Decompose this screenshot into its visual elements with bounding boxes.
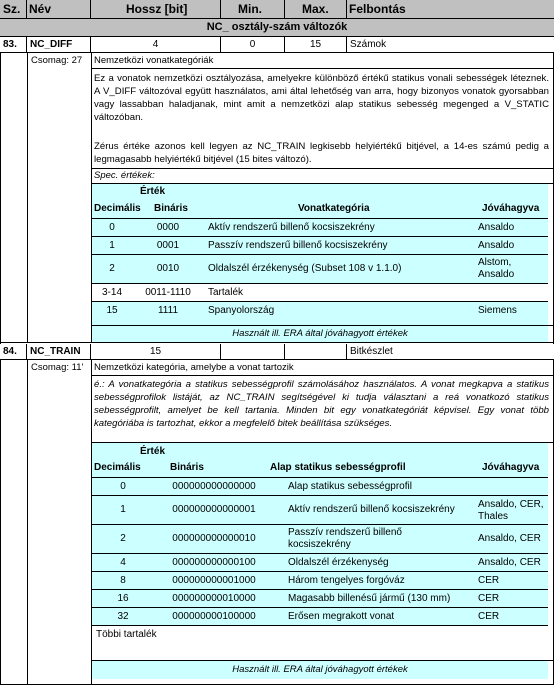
nc-train-row [0, 344, 554, 360]
nc-diff-footer: Használt ill. ERA által jóváhagyott értékek [92, 326, 548, 342]
nc-train-description: é.: A vonatkategória a statikus sebességprofil számolásához használatos. A vonat megkapva a statikus sebességprofilok listáját, az NC_TRAIN segítségével ki tudja választani a reá vonatkozó statikus sebességprofilt, amelyet be kell tartania. Minden bit egy vonatkategóriát képvisel. Egy vonat több kategóriába is tartozhat, ekkor a megfelelő bitek beállítása szükséges. [94, 379, 549, 429]
nc-train-row-1: 1 000000000000001 Aktív rendszerű billenő kocsiszekrény Ansaldo, CER, Thales [120, 499, 544, 522]
nc-diff-row-3: 3-14 0011-1110 Tartalék [92, 284, 548, 301]
nc-train-row-0: 0 000000000000000 Alap statikus sebességprofil [120, 481, 412, 492]
nc-train-length: 15 [91, 344, 221, 359]
nc-diff-number: 83. [0, 37, 27, 52]
nc-train-name: NC_TRAIN [27, 344, 91, 359]
nc-diff-row-1: 1 0001 Passzív rendszerű billenő kocsiszekrény Ansaldo [109, 240, 515, 251]
nc-train-number: 84. [0, 344, 27, 359]
nc-diff-col-jov: Jóváhagyva [482, 203, 540, 214]
nc-train-max [285, 344, 347, 359]
nc-train-resolution: Bitkészlet [350, 346, 393, 357]
nc-diff-row-4: 15 1111 Spanyolország Siemens [106, 305, 517, 316]
nc-diff-packet: Csomag: 27 [31, 55, 83, 66]
nc-train-col-bin: Bináris [170, 462, 204, 473]
nc-diff-row-2: 2 0010 Oldalszél érzékenység (Subset 108 v 1.1.0) Alstom, Ansaldo [109, 257, 515, 280]
header-nev: Név [29, 2, 52, 16]
nc-diff-col-bin: Bináris [154, 203, 188, 214]
nc-train-row-3: 4 000000000000100 Oldalszél érzékenység Ansaldo, CER [120, 557, 541, 568]
nc-diff-col-ertek: Érték [140, 186, 166, 197]
nc-diff-body [0, 53, 554, 343]
nc-diff-name: NC_DIFF [27, 37, 91, 52]
nc-train-col-ertek: Érték [140, 446, 166, 457]
nc-diff-col-kat: Vonatkategória [298, 203, 370, 214]
nc-train-body [0, 360, 554, 685]
nc-diff-spec-label: Spec. értékek: [94, 170, 155, 181]
nc-train-packet: Csomag: 11' [31, 362, 84, 373]
nc-train-row-4: 8 000000000001000 Három tengelyes forgóváz CER [120, 575, 500, 586]
nc-train-col-prof: Alap statikus sebességprofil [270, 462, 406, 473]
nc-train-title: Nemzetközi kategória, amelybe a vonat tartozik [94, 362, 294, 373]
nc-train-col-dec: Decimális [94, 462, 141, 473]
nc-train-other-row: Többi tartalék [92, 626, 548, 643]
nc-diff-row [0, 37, 554, 53]
nc-diff-length: 4 [91, 37, 221, 52]
nc-train-min [221, 344, 285, 359]
nc-train-footer: Használt ill. ERA által jóváhagyott értékek [92, 661, 548, 679]
header-hossz: Hossz [bit] [126, 2, 188, 16]
header-felbontas: Felbontás [349, 2, 406, 16]
nc-train-row-6: 32 000000000100000 Erősen megrakott vonat CER [117, 611, 500, 622]
nc-diff-min: 0 [221, 37, 285, 52]
nc-train-col-jov: Jóváhagyva [482, 462, 540, 473]
nc-diff-row-0: 0 0000 Aktív rendszerű billenő kocsiszekrény Ansaldo [109, 222, 515, 233]
section-title: NC_ osztály-szám változók [0, 19, 554, 37]
nc-diff-values-table [92, 184, 548, 325]
nc-train-row-5: 16 000000000010000 Magasabb billenésű jármű (130 mm) CER [117, 593, 500, 604]
nc-diff-title: Nemzetközi vonatkategóriák [94, 55, 214, 66]
header-max: Max. [302, 2, 329, 16]
nc-diff-zero-note: Zérus értéke azonos kell legyen az NC_TRAIN legkisebb helyiértékű bitjével, a 14-es számú pedig a legmagasabb helyiértékű bitjével (15 bites változó). [94, 141, 549, 165]
nc-diff-resolution: Számok [350, 39, 387, 50]
header-sz: Sz. [3, 2, 21, 16]
nc-diff-max: 15 [285, 37, 347, 52]
nc-diff-col-dec: Decimális [94, 203, 141, 214]
nc-train-row-2: 2 000000000000010 Passzív rendszerű billenő kocsiszekrény Ansaldo, CER [120, 527, 541, 550]
nc-train-values-table [92, 443, 548, 643]
header-min: Min. [238, 2, 262, 16]
nc-diff-description: Ez a vonatok nemzetközi osztályozása, amelyekre különböző értékű statikus vonali sebességek léteznek. A V_DIFF változóval együtt használatos, ami által lehetőség van arra, hogy bizonyos vonatok gyorsabban vagy lassabban haladjanak, mint amit a nemzetközi alap statikus sebesség megenged a V_STATIC változóban. [94, 73, 549, 123]
column-header-row [0, 0, 554, 19]
